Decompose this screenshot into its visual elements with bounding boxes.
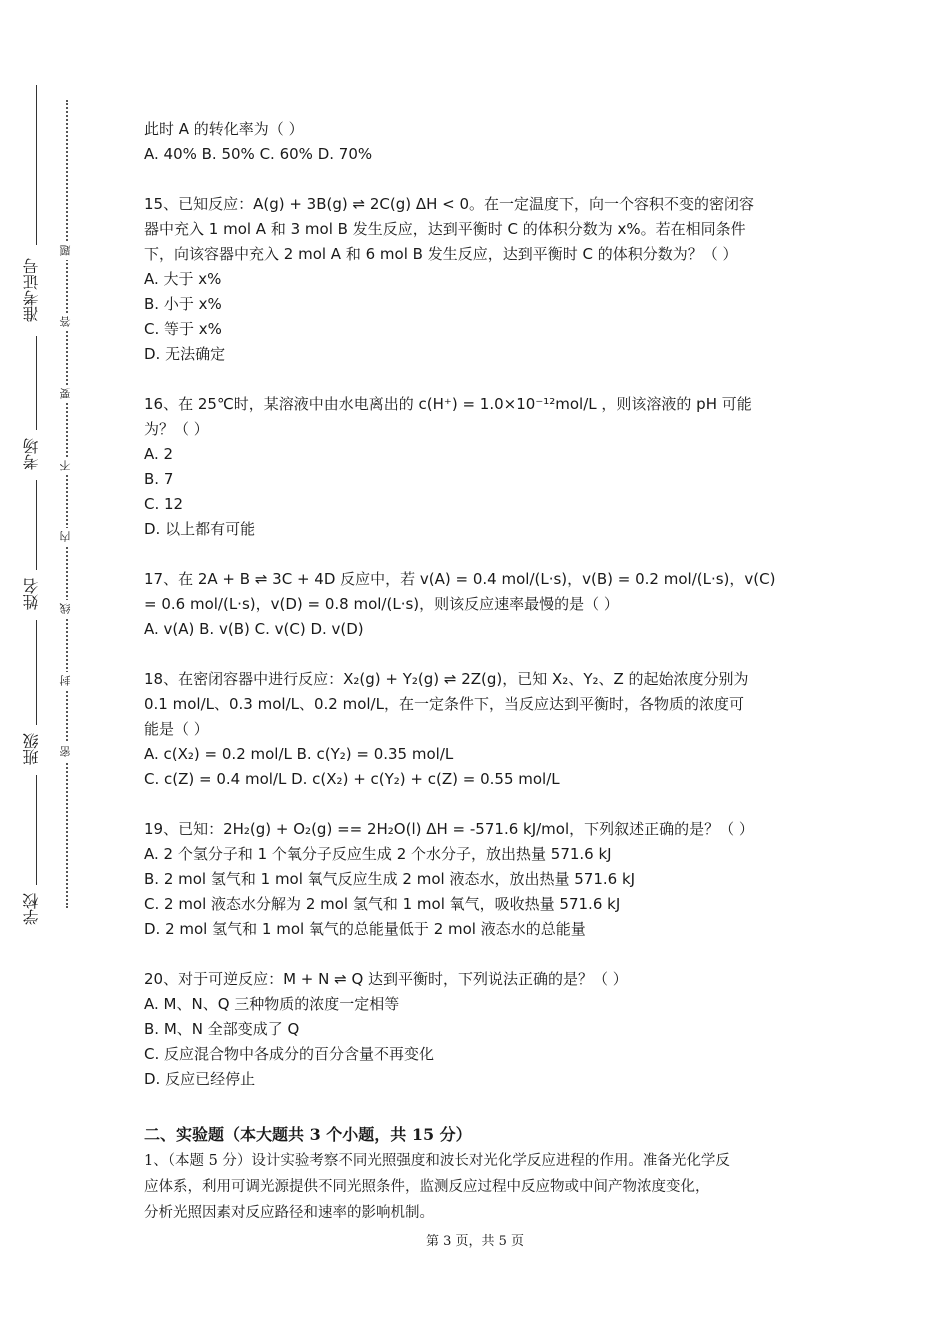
- blank-line: [36, 480, 37, 570]
- seal-char: 封: [58, 672, 74, 690]
- seal-char: 题: [58, 242, 74, 260]
- seal-char: 不: [58, 457, 74, 475]
- blank-line: [36, 775, 37, 885]
- blank-line: [36, 336, 37, 430]
- question-18: 18、在密闭容器中进行反应：X₂(g) + Y₂(g) ⇌ 2Z(g)，已知 X₂、Y₂、Z 的起始浓度分别为 0.1 mol/L、0.3 mol/L、0.2 mol/L，在一定条件下，当反应达到平衡时，各物质的浓度可 能是（ ） A. c(X₂) = 0.2 mol/L B. c(Y₂) = 0.35 mol/L C. c(Z) = 0.4 mol/L D. c(X₂) + c(Y₂) + c(Z) = 0.55 mol/L: [144, 670, 749, 788]
- seal-char: 答: [58, 313, 74, 331]
- experiment-question-1: 1、（本题 5 分）设计实验考察不同光照强度和波长对光化学反应进程的作用。准备光化学反 应体系，利用可调光源提供不同光照条件，监测反应过程中反应物或中间产物浓度变化， 分析光照因素对反应路径和速率的影响机制。: [144, 1153, 730, 1221]
- label-exam-number: 准考证号: [22, 258, 41, 322]
- question-16: 16、在 25℃时，某溶液中由水电离出的 c(H⁺) = 1.0×10⁻¹²mol/L ，则该溶液的 pH 可能 为？（ ） A. 2 B. 7 C. 12 D. 以上都有可能: [144, 395, 752, 538]
- blank-line-top: [36, 85, 37, 245]
- exam-content: [144, 117, 812, 1226]
- seal-char: 线: [58, 600, 74, 618]
- seal-char: 密: [58, 743, 74, 761]
- seal-char: 要: [58, 385, 74, 403]
- question-20: 20、对于可逆反应：M + N ⇌ Q 达到平衡时，下列说法正确的是？（ ） A. M、N、Q 三种物质的浓度一定相等 B. M、N 全部变成了 Q C. 反应混合物中各成分的百分含量不再变化 D. 反应已经停止: [144, 970, 628, 1088]
- label-school: 学校: [22, 893, 41, 925]
- section-title: 二、实验题（本大题共 3 个小题，共 15 分）: [144, 1125, 472, 1144]
- seal-char: 内: [58, 528, 74, 546]
- question-19: 19、已知：2H₂(g) + O₂(g) == 2H₂O(l) ΔH = -571.6 kJ/mol，下列叙述正确的是？（ ） A. 2 个氢分子和 1 个氧分子反应生成 2 个水分子，放出热量 571.6 kJ B. 2 mol 氢气和 1 mol 氧气反应生成 2 mol 液态水，放出热量 571.6 kJ C. 2 mol 液态水分解为 2 mol 氢气和 1 mol 氧气，吸收热量 571.6 kJ D. 2 mol 氢气和 1 mol 氧气的总能量低于 2 mol 液态水的总能量: [144, 820, 754, 938]
- blank-line: [36, 620, 37, 725]
- question-15: 15、已知反应：A(g) + 3B(g) ⇌ 2C(g) ΔH < 0。在一定温度下，向一个容积不变的密闭容 器中充入 1 mol A 和 3 mol B 发生反应，达到平衡时 C 的体积分数为 x%。若在相同条件 下，向该容器中充入 2 mol A 和 6 mol B 发生反应，达到平衡时 C 的体积分数为？（ ） A. 大于 x% B. 小于 x% C. 等于 x% D. 无法确定: [144, 195, 755, 363]
- question-14-tail: 此时 A 的转化率为（ ） A. 40% B. 50% C. 60% D. 70%: [144, 120, 373, 163]
- seal-dotted-line: [66, 100, 68, 908]
- label-exam-room: 考场: [22, 438, 41, 470]
- question-17: 17、在 2A + B ⇌ 3C + 4D 反应中，若 v(A) = 0.4 mol/(L·s)，v(B) = 0.2 mol/(L·s)，v(C) = 0.6 mol/(L·s)，v(D) = 0.8 mol/(L·s)，则该反应速率最慢的是（ ） A. v(A) B. v(B) C. v(C) D. v(D): [144, 570, 776, 638]
- label-class: 班级: [22, 733, 41, 765]
- binding-margin: [0, 0, 110, 1344]
- label-name: 姓名: [22, 578, 41, 610]
- page-footer: 第 3 页，共 5 页: [425, 1234, 525, 1249]
